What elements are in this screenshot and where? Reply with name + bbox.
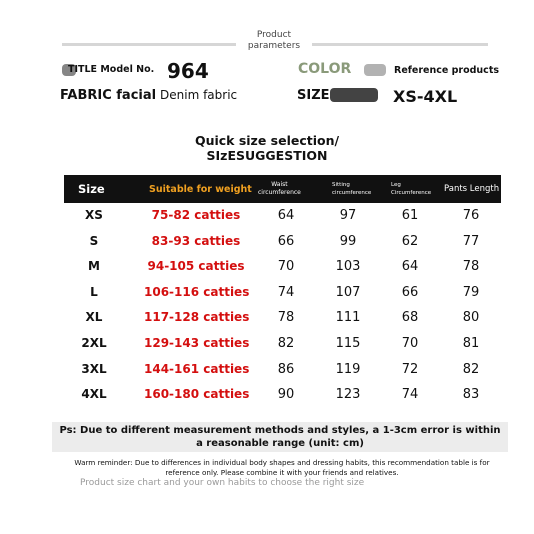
color-label: COLOR — [298, 61, 352, 77]
cell-sitting: 97 — [339, 208, 357, 223]
cell-weight: 129-143 catties — [144, 336, 250, 350]
cell-sitting: 99 — [339, 233, 357, 249]
cell-size: XS — [85, 208, 103, 222]
page-title-line2: parameters — [247, 41, 301, 51]
cell-pants: 82 — [462, 361, 480, 377]
cell-leg: 62 — [401, 233, 419, 249]
ps-note-line2: a reasonable range (unit: cm) — [196, 438, 364, 449]
header-weight: Suitable for weight — [149, 183, 252, 195]
header-leg — [391, 175, 431, 203]
cell-leg: 72 — [401, 361, 419, 377]
cell-leg: 66 — [401, 284, 419, 300]
cell-leg: 74 — [401, 387, 419, 403]
cell-size: L — [90, 284, 98, 299]
page-title — [236, 30, 312, 52]
cell-weight: 144-161 catties — [144, 361, 250, 376]
cell-leg: 70 — [401, 336, 419, 351]
header-sitting-line1: Sitting — [332, 182, 350, 188]
cell-pants: 76 — [462, 208, 480, 223]
header-leg-line2: Circumference — [391, 190, 432, 196]
section-title-line2: SIzESUGGESTION — [206, 148, 328, 163]
redaction-smudge-color — [364, 64, 386, 76]
cell-weight: 106-116 catties — [144, 284, 250, 299]
cell-pants: 79 — [462, 284, 480, 300]
fabric-value: Denim fabric — [160, 88, 238, 102]
cell-leg: 61 — [401, 208, 419, 223]
header-waist-line1: Waist — [271, 181, 288, 188]
header-rule-left — [62, 43, 236, 46]
cell-size: XL — [85, 310, 103, 325]
cell-sitting: 111 — [335, 310, 361, 326]
warm-reminder-line1: Warm reminder: Due to differences in individual body shapes and dressing habits, this recommendation table is for — [74, 458, 490, 467]
warm-reminder — [52, 458, 512, 478]
cell-weight: 160-180 catties — [144, 387, 250, 402]
color-value: Reference products — [394, 65, 500, 76]
ps-note — [52, 424, 508, 450]
cell-pants: 78 — [462, 259, 480, 275]
cell-weight: 75-82 catties — [151, 208, 241, 222]
fabric-label: FABRIC facial — [60, 88, 157, 103]
cell-leg: 68 — [401, 310, 419, 326]
cell-weight: 117-128 catties — [144, 310, 250, 325]
cell-weight: 83-93 catties — [151, 233, 241, 248]
redaction-smudge-size — [330, 88, 378, 102]
section-title-line1: Quick size selection/ — [194, 133, 340, 148]
page-title-line1: Product — [256, 30, 292, 40]
cell-pants: 83 — [462, 387, 480, 403]
size-value: XS-4XL — [393, 87, 458, 106]
cell-weight: 94-105 catties — [147, 259, 245, 274]
header-sitting-line2: circumference — [332, 190, 372, 196]
cell-size: 3XL — [81, 361, 107, 376]
cell-size: 2XL — [81, 336, 107, 350]
size-table-header — [64, 175, 501, 203]
cell-size: 4XL — [81, 387, 107, 402]
cell-sitting: 103 — [335, 259, 361, 275]
header-pants-length: Pants Length — [444, 184, 500, 194]
warm-reminder-line2: reference only. Please combine it with your friends and relatives. — [165, 468, 399, 477]
header-leg-line1: Leg — [391, 182, 401, 188]
cell-size: M — [88, 259, 100, 274]
cell-sitting: 119 — [335, 361, 361, 377]
cell-waist: 70 — [277, 259, 295, 275]
cell-waist: 86 — [277, 361, 295, 377]
header-waist-line2: circumference — [258, 189, 301, 196]
cell-pants: 77 — [462, 233, 480, 249]
cell-waist: 90 — [277, 387, 295, 403]
title-model-value: 964 — [167, 59, 209, 83]
cell-sitting: 123 — [335, 387, 361, 403]
cell-waist: 82 — [277, 336, 295, 351]
header-rule-right — [312, 43, 488, 46]
header-waist — [258, 175, 301, 203]
cell-waist: 78 — [277, 310, 295, 326]
header-sitting — [332, 175, 371, 203]
section-title — [0, 133, 534, 163]
cell-sitting: 115 — [335, 336, 361, 351]
cell-waist: 74 — [277, 284, 295, 300]
title-model-label: TITLE Model No. — [68, 64, 155, 75]
ps-note-line1: Ps: Due to different measurement methods and styles, a 1-3cm error is within — [59, 425, 501, 436]
header-size: Size — [78, 182, 105, 196]
cell-waist: 64 — [277, 208, 295, 223]
footer-note: Product size chart and your own habits to choose the right size — [80, 478, 365, 488]
cell-waist: 66 — [277, 233, 295, 249]
cell-pants: 80 — [462, 310, 480, 326]
cell-sitting: 107 — [335, 284, 361, 300]
cell-size: S — [89, 233, 99, 248]
cell-leg: 64 — [401, 259, 419, 275]
cell-pants: 81 — [462, 336, 480, 351]
size-label: SIZE — [297, 88, 330, 103]
